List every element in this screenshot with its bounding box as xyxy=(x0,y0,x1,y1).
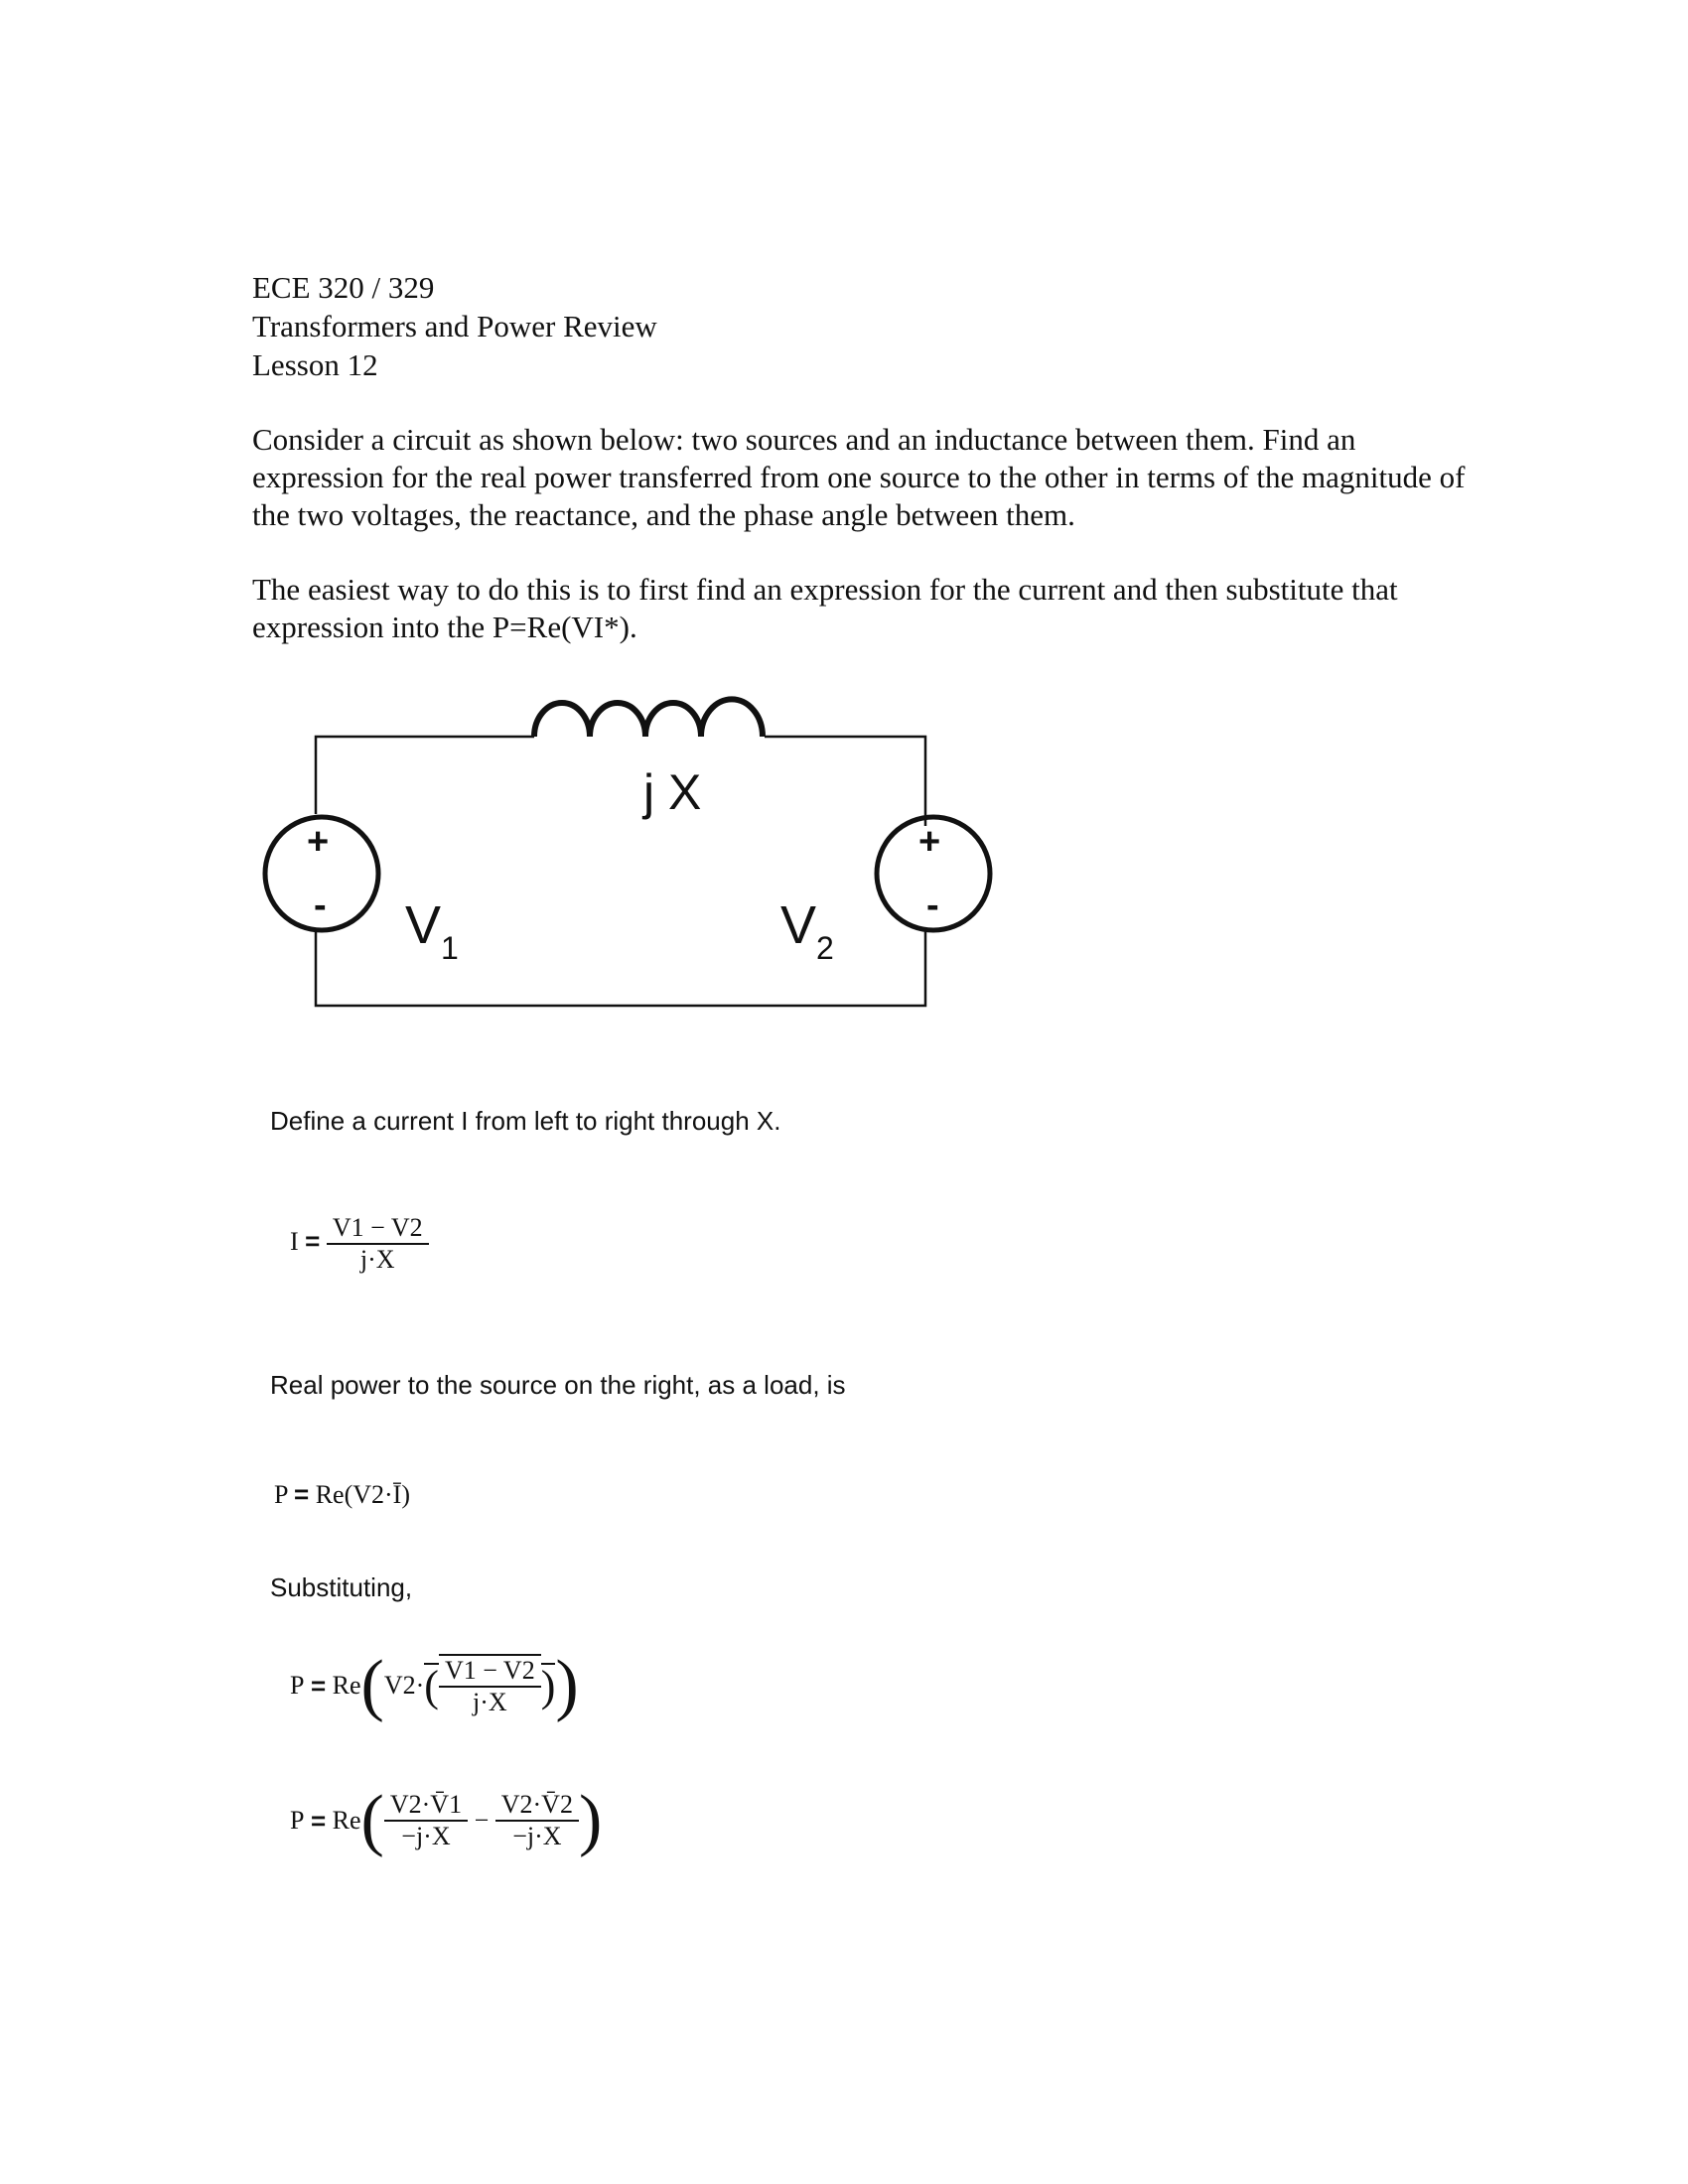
paren: ) xyxy=(555,1647,579,1723)
power-eq-sign: = xyxy=(294,1479,310,1509)
power-rhs: Re(V2·Ī) xyxy=(315,1480,410,1509)
power-substituted-equation-1 xyxy=(290,1636,579,1735)
wire-top-right xyxy=(765,737,925,826)
power-sub2-term2 xyxy=(495,1790,579,1851)
power-sub2-term1-denominator: −j·X xyxy=(401,1822,451,1850)
power-sub2-term2-denominator: −j·X xyxy=(512,1822,562,1850)
substituting-text: Substituting, xyxy=(270,1572,413,1602)
paren: ( xyxy=(360,1647,384,1723)
power-sub1-eq-sign: = xyxy=(310,1671,327,1701)
power-sub1-lhs: P xyxy=(290,1671,305,1700)
inductor-label: j X xyxy=(643,764,702,820)
left-source-minus: - xyxy=(314,885,327,926)
course-number: ECE 320 / 329 xyxy=(252,270,435,305)
power-sub2-term2-numerator: V2·V̄2 xyxy=(495,1790,579,1822)
left-source-voltage-label: $V_1$ xyxy=(405,895,459,966)
left-source-plus: + xyxy=(307,821,330,863)
power-sub1-denominator: j·X xyxy=(472,1688,507,1716)
power-sub2-eq-sign: = xyxy=(310,1806,327,1836)
power-sub2-term1 xyxy=(384,1790,468,1851)
power-lhs: P xyxy=(274,1480,288,1509)
paren: ( xyxy=(424,1662,439,1710)
power-sub1-fraction xyxy=(439,1654,541,1717)
power-sub1-factor: V2· xyxy=(383,1671,425,1700)
paren: ( xyxy=(360,1782,384,1858)
paren: ) xyxy=(540,1662,556,1710)
right-source-voltage-label: $V_2$ xyxy=(780,895,834,966)
power-sub2-prefix: Re xyxy=(332,1806,361,1835)
intro-paragraph-2: The easiest way to do this is to first find an expression for the current and then substitute that expression into the P=Re(VI*). xyxy=(252,572,1398,644)
power-sub1-prefix: Re xyxy=(332,1671,361,1700)
current-equation xyxy=(290,1213,429,1275)
current-lhs: I xyxy=(290,1226,299,1256)
topic-title: Transformers and Power Review xyxy=(252,309,657,343)
paren: ) xyxy=(578,1782,603,1858)
current-eq-sign: = xyxy=(305,1225,321,1256)
power-equation xyxy=(274,1479,410,1510)
current-denominator: j·X xyxy=(359,1245,395,1274)
right-source-minus: - xyxy=(926,885,939,926)
power-sub2-term1-numerator: V2·V̄1 xyxy=(384,1790,468,1822)
define-current-text: Define a current I from left to right through X. xyxy=(270,1106,781,1136)
right-source-plus: + xyxy=(918,821,941,863)
power-sub2-minus: − xyxy=(474,1806,490,1835)
intro-paragraph-1: Consider a circuit as shown below: two sources and an inductance between them. Find an expression for the real power transferred from one source to the other in terms of the magnitude of the two voltages, the reactance, and the phase angle between them. xyxy=(252,422,1466,532)
wire-top-left xyxy=(316,737,534,754)
power-sub2-lhs: P xyxy=(290,1806,305,1835)
inductor-coil xyxy=(534,699,763,737)
power-substituted-equation-2 xyxy=(290,1771,602,1870)
current-fraction xyxy=(327,1213,429,1275)
lesson-number: Lesson 12 xyxy=(252,347,378,382)
real-power-text: Real power to the source on the right, as a load, is xyxy=(270,1370,846,1400)
power-sub1-numerator: V1 − V2 xyxy=(439,1656,541,1688)
current-numerator: V1 − V2 xyxy=(327,1213,429,1245)
